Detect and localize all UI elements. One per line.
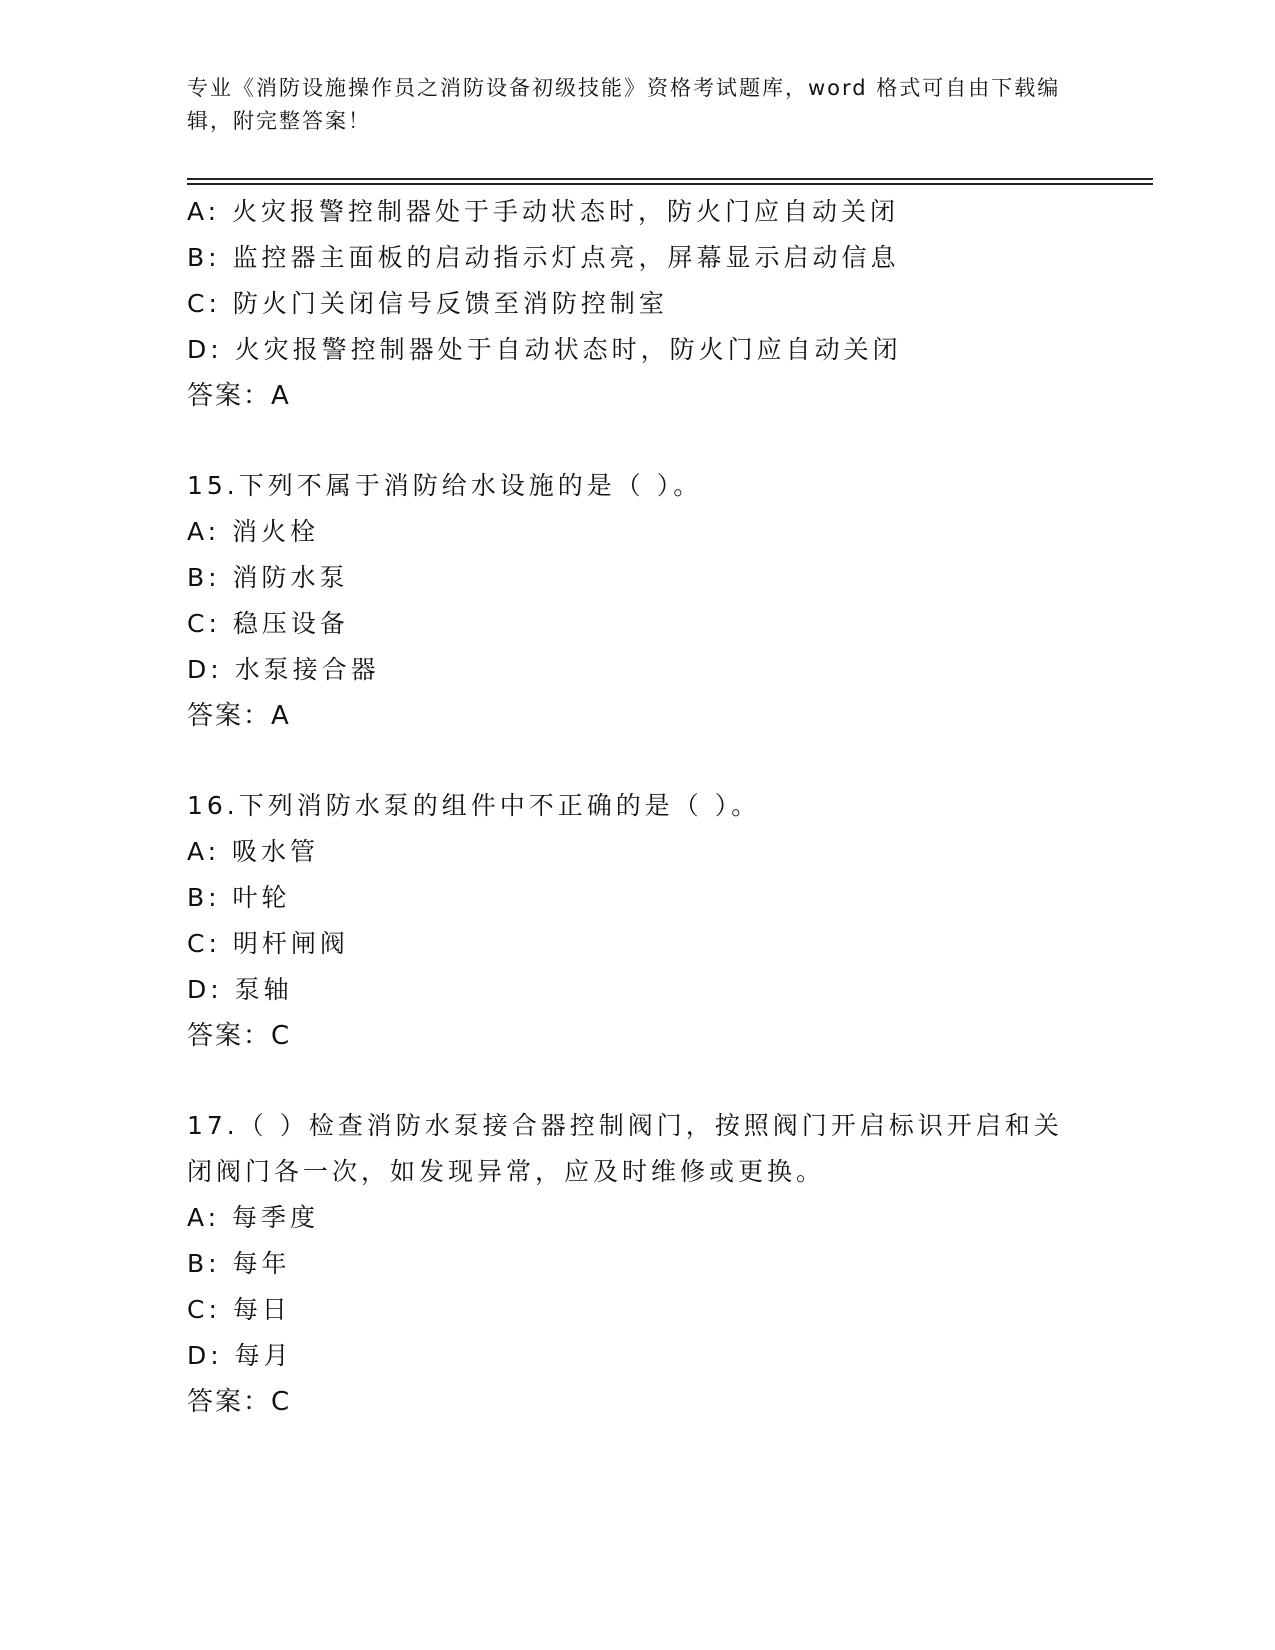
option-a: A: 火灾报警控制器处于手动状态时，防火门应自动关闭 [187, 197, 900, 226]
option-a: A: 每季度 [187, 1203, 320, 1232]
option-c: C: 明杆闸阀 [187, 929, 349, 958]
question-text-line-2: 闭阀门各一次，如发现异常，应及时维修或更换。 [187, 1157, 826, 1186]
option-b: B: 监控器主面板的启动指示灯点亮，屏幕显示启动信息 [187, 243, 900, 272]
option-b: B: 消防水泵 [187, 563, 349, 592]
answer-15: 答案：A [187, 701, 291, 731]
option-b: B: 每年 [187, 1249, 291, 1278]
option-a: A: 消火栓 [187, 517, 320, 546]
question-content [187, 189, 1087, 1425]
spacer [187, 419, 1087, 463]
answer-16: 答案：C [187, 1021, 292, 1051]
option-d: D: 泵轴 [187, 975, 293, 1004]
option-c: C: 每日 [187, 1295, 291, 1324]
question-14 [187, 189, 1087, 419]
answer-14: 答案：A [187, 381, 291, 411]
spacer [187, 739, 1087, 783]
option-c: C: 稳压设备 [187, 609, 349, 638]
option-d: D: 火灾报警控制器处于自动状态时，防火门应自动关闭 [187, 335, 902, 364]
option-a: A: 吸水管 [187, 837, 320, 866]
option-b: B: 叶轮 [187, 883, 291, 912]
option-d: D: 每月 [187, 1341, 293, 1370]
header-divider-bottom [187, 183, 1153, 185]
question-17 [187, 1103, 1087, 1425]
option-c: C: 防火门关闭信号反馈至消防控制室 [187, 289, 668, 318]
question-15 [187, 463, 1087, 739]
header-divider-top [187, 178, 1153, 180]
answer-17: 答案：C [187, 1387, 292, 1417]
spacer [187, 1059, 1087, 1103]
question-text-line-1: 17.（ ）检查消防水泵接合器控制阀门，按照阀门开启标识开启和关 [187, 1111, 1063, 1140]
question-text: 15.下列不属于消防给水设施的是（ ）。 [187, 471, 703, 500]
option-d: D: 水泵接合器 [187, 655, 380, 684]
document-header: 专业《消防设施操作员之消防设备初级技能》资格考试题库，word 格式可自由下载编辑，附完整答案！ [187, 76, 1061, 133]
question-text: 16.下列消防水泵的组件中不正确的是（ ）。 [187, 791, 761, 820]
question-16 [187, 783, 1087, 1059]
